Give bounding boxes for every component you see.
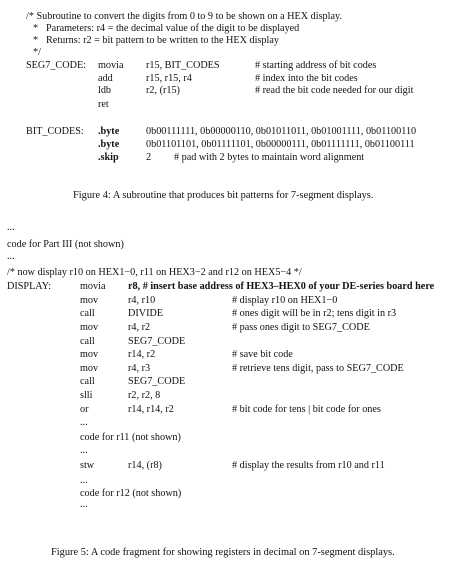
figure4-caption: Figure 4: A subroutine that produces bit patterns for 7-segment displays. [73, 190, 374, 201]
ellipsis: ... [80, 445, 88, 456]
code-args: r2, (r15) [146, 85, 180, 96]
fig4-comment-line-3: Returns: r2 = bit pattern to be written to the HEX display [46, 35, 279, 46]
ellipsis: ... [7, 251, 15, 262]
code-comment: # index into the bit codes [255, 73, 358, 84]
code-op: ret [98, 99, 109, 110]
fig4-comment-line-1: /* Subroutine to convert the digits from 0 to 9 to be shown on a HEX display. [26, 11, 342, 22]
code-op: call [80, 336, 95, 347]
directive: .byte [98, 126, 120, 137]
ellipsis: ... [80, 475, 88, 486]
code-args: r4, r3 [128, 363, 151, 374]
code-op: call [80, 376, 95, 387]
directive: .byte [98, 139, 120, 150]
code-args: r4, r2 [128, 322, 151, 333]
code-op: or [80, 404, 89, 415]
code-comment: # bit code for tens | bit code for ones [232, 404, 381, 415]
code-args: r2, r2, 8 [128, 390, 161, 401]
r12-note: code for r12 (not shown) [80, 488, 182, 499]
fig4-comment-end: */ [33, 47, 41, 58]
code-args: SEG7_CODE [128, 376, 186, 387]
code-op: mov [80, 349, 99, 360]
code-op: call [80, 308, 95, 319]
skip-value: 2 [146, 152, 152, 163]
code-args: r14, (r8) [128, 460, 162, 471]
code-op: mov [80, 322, 99, 333]
ellipsis: ... [7, 222, 15, 233]
bit-codes-label: BIT_CODES: [26, 126, 84, 137]
code-op: mov [80, 295, 99, 306]
code-comment: # retrieve tens digit, pass to SEG7_CODE [232, 363, 404, 374]
r11-note: code for r11 (not shown) [80, 432, 181, 443]
code-comment: # starting address of bit codes [255, 60, 377, 71]
code-op: mov [80, 363, 99, 374]
display-label: DISPLAY: [7, 281, 51, 292]
code-op: movia [80, 281, 106, 292]
byte-values: 0b00111111, 0b00000110, 0b01011011, 0b01001111, 0b01100110 [146, 126, 417, 137]
part3-note: code for Part III (not shown) [7, 239, 124, 250]
code-op: slli [80, 390, 93, 401]
code-args: r15, r15, r4 [146, 73, 192, 84]
code-args: r14, r14, r2 [128, 404, 174, 415]
code-op: add [98, 73, 113, 84]
code-op: stw [80, 460, 95, 471]
code-op: ldb [98, 85, 112, 96]
code-args: r4, r10 [128, 295, 156, 306]
fig4-comment-bullet-2: * [33, 35, 39, 46]
code-args: r14, r2 [128, 349, 156, 360]
fig4-comment-bullet-1: * [33, 23, 39, 34]
code-args: DIVIDE [128, 308, 164, 319]
figure5-caption: Figure 5: A code fragment for showing registers in decimal on 7-segment displays. [51, 547, 395, 558]
code-args: SEG7_CODE [128, 336, 186, 347]
code-comment: # ones digit will be in r2; tens digit in r3 [232, 308, 397, 319]
code-args: r8, # insert base address of HEX3–HEX0 of your DE-series board here [128, 281, 435, 292]
byte-values: 0b01101101, 0b01111101, 0b00000111, 0b01111111, 0b01100111 [146, 139, 415, 150]
directive: .skip [98, 152, 119, 163]
code-comment: # save bit code [232, 349, 293, 360]
seg7-code-label: SEG7_CODE: [26, 60, 86, 71]
code-comment: # read the bit code needed for our digit [255, 85, 414, 96]
code-comment: # pass ones digit to SEG7_CODE [232, 322, 370, 333]
ellipsis: ... [80, 499, 88, 510]
code-comment: # display the results from r10 and r11 [232, 460, 385, 471]
code-comment: # pad with 2 bytes to maintain word alignment [174, 152, 365, 163]
fig5-comment: /* now display r10 on HEX1−0, r11 on HEX3−2 and r12 on HEX5−4 */ [7, 267, 302, 278]
code-comment: # display r10 on HEX1−0 [232, 295, 338, 306]
code-op: movia [98, 60, 124, 71]
fig4-comment-line-2: Parameters: r4 = the decimal value of the digit to be displayed [46, 23, 300, 34]
ellipsis: ... [80, 417, 88, 428]
code-args: r15, BIT_CODES [146, 60, 220, 71]
